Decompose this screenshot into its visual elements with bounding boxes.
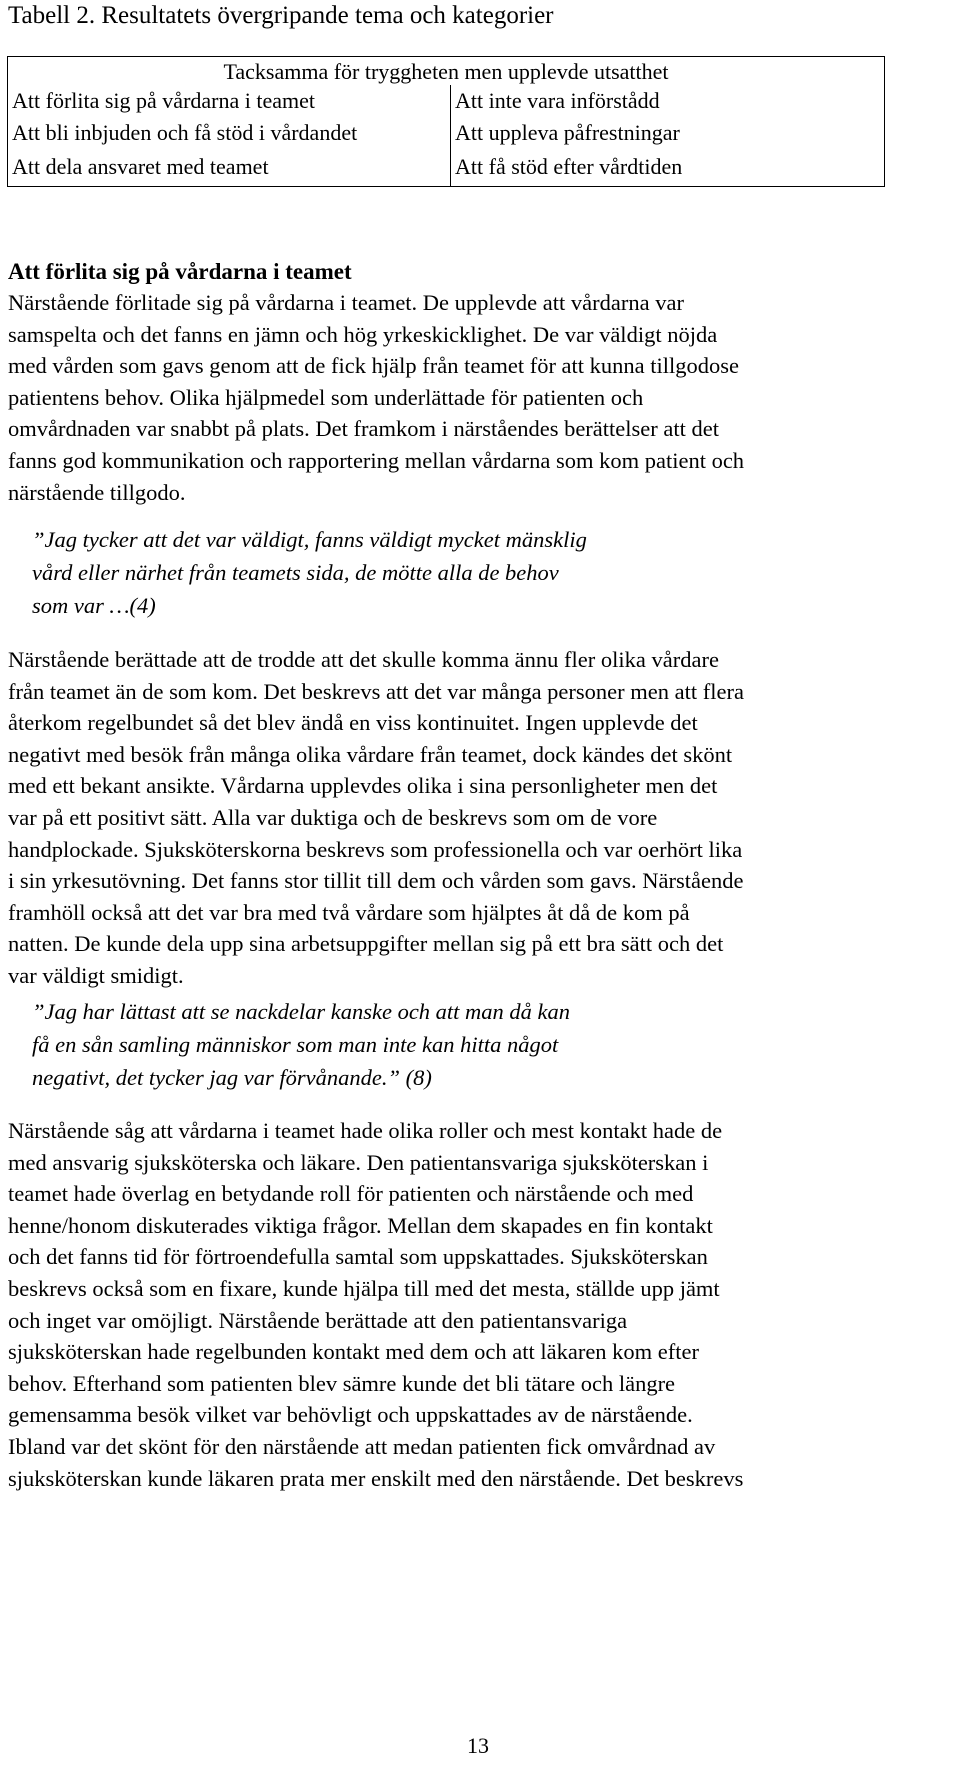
paragraph-line: framhöll också att det var bra med två vårdare som hjälptes åt då de kom på: [8, 899, 690, 925]
table-theme-cell: Tacksamma för tryggheten men upplevde utsatthet: [8, 57, 885, 86]
paragraph-line: beskrevs också som en fixare, kunde hjälpa till med det mesta, ställde upp jämt: [8, 1275, 720, 1301]
table-category-cell: Att få stöd efter vårdtiden: [451, 148, 885, 187]
paragraph-line: och det fanns tid för förtroendefulla samtal som uppskattades. Sjuksköterskan: [8, 1244, 708, 1270]
paragraph-2: [8, 644, 958, 992]
paragraph-line: sjuksköterskan hade regelbunden kontakt med dem och att läkaren kom efter: [8, 1339, 700, 1365]
paragraph-line: gemensamma besök vilket var behövligt och uppskattades av de närstående.: [8, 1402, 693, 1428]
paragraph-line: patientens behov. Olika hjälpmedel som underlättade för patienten och: [8, 384, 644, 410]
page-number: 13: [467, 1733, 489, 1758]
quote-1: [32, 523, 587, 622]
paragraph-line: med ansvarig sjuksköterska och läkare. Den patientansvariga sjuksköterskan i: [8, 1149, 709, 1175]
table-category-cell: Att inte vara införstådd: [451, 85, 885, 116]
quote-line: vård eller närhet från teamets sida, de mötte alla de behov: [32, 560, 559, 585]
paragraph-3: [8, 1115, 958, 1494]
section-heading: Att förlita sig på vårdarna i teamet: [8, 259, 352, 284]
table-caption: Tabell 2. Resultatets övergripande tema och kategorier: [8, 2, 554, 29]
paragraph-line: Ibland var det skönt för den närstående att medan patienten fick omvårdnad av: [8, 1433, 716, 1459]
paragraph-line: Närstående berättade att de trodde att det skulle komma ännu fler olika vårdare: [8, 647, 719, 672]
paragraph-line: var på ett positivt sätt. Alla var duktiga och de beskrevs som om de vore: [8, 804, 658, 830]
paragraph-line: med vården som gavs genom att de fick hjälp från teamet för att kunna tillgodose: [8, 353, 740, 379]
paragraph-line: med ett bekant ansikte. Vårdarna upplevdes olika i sina personligheter men det: [8, 773, 718, 799]
paragraph-line: teamet hade överlag en betydande roll för patienten och närstående och med: [8, 1181, 694, 1207]
quote-line: få en sån samling människor som man inte kan hitta något: [32, 1032, 559, 1057]
paragraph-1: [8, 287, 958, 508]
theme-category-table: [7, 56, 885, 187]
paragraph-line: behov. Efterhand som patienten blev sämre kunde det bli tätare och längre: [8, 1370, 676, 1396]
paragraph-line: i sin yrkesutövning. Det fanns stor tillit till dem och vården som gavs. Närstående: [8, 868, 744, 894]
paragraph-line: negativt med besök från många olika vårdare från teamet, dock kändes det skönt: [8, 741, 733, 767]
paragraph-line: och inget var omöjligt. Närstående berättade att den patientansvariga: [8, 1307, 628, 1333]
table-category-cell: Att uppleva påfrestningar: [451, 116, 885, 147]
paragraph-line: natten. De kunde dela upp sina arbetsuppgifter mellan sig på ett bra sätt och det: [8, 931, 724, 957]
paragraph-line: fanns god kommunikation och rapportering mellan vårdarna som kom patient och: [8, 447, 745, 473]
paragraph-line: Närstående förlitade sig på vårdarna i teamet. De upplevde att vårdarna var: [8, 290, 684, 315]
quote-line: negativt, det tycker jag var förvånande.” (8): [32, 1065, 432, 1090]
paragraph-line: var väldigt smidigt.: [8, 962, 184, 988]
paragraph-line: samspelta och det fanns en jämn och hög yrkeskicklighet. De var väldigt nöjda: [8, 321, 718, 347]
quote-2: [32, 995, 570, 1094]
paragraph-line: omvårdnaden var snabbt på plats. Det framkom i närståendes berättelser att det: [8, 416, 719, 442]
table-category-cell: Att dela ansvaret med teamet: [8, 148, 451, 187]
paragraph-line: sjuksköterskan kunde läkaren prata mer enskilt med den närstående. Det beskrevs: [8, 1465, 744, 1491]
paragraph-line: Närstående såg att vårdarna i teamet hade olika roller och mest kontakt hade de: [8, 1118, 723, 1143]
quote-line: ”Jag tycker att det var väldigt, fanns väldigt mycket mänsklig: [32, 527, 587, 552]
table-category-cell: Att bli inbjuden och få stöd i vårdandet: [8, 116, 451, 147]
paragraph-line: handplockade. Sjuksköterskorna beskrevs som professionella och var oerhört lika: [8, 836, 743, 862]
paragraph-line: återkom regelbundet så det blev ändå en viss kontinuitet. Ingen upplevde det: [8, 710, 698, 736]
table-category-cell: Att förlita sig på vårdarna i teamet: [8, 85, 451, 116]
quote-line: som var …(4): [32, 593, 156, 618]
paragraph-line: närstående tillgodo.: [8, 479, 186, 505]
paragraph-line: henne/honom diskuterades viktiga frågor. Mellan dem skapades en fin kontakt: [8, 1212, 713, 1238]
paragraph-line: från teamet än de som kom. Det beskrevs att det var många personer men att flera: [8, 678, 744, 704]
quote-line: ”Jag har lättast att se nackdelar kanske och att man då kan: [32, 999, 571, 1024]
